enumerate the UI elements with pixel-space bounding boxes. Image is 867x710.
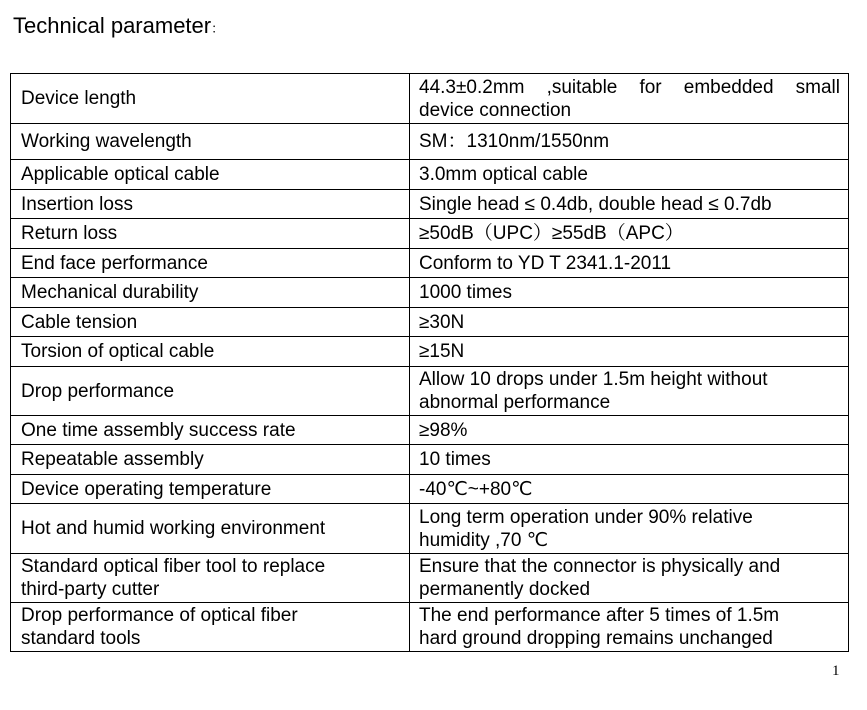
parameter-cell [11,308,410,337]
value-cell [410,554,849,603]
page-title [13,12,224,43]
value-line: humidity ,70 ℃ [419,529,549,551]
value-cell [410,278,849,308]
parameter-cell [11,416,410,445]
parameter-value: SM：1310nm/1550nm [419,131,610,152]
parameter-cell [11,160,410,190]
parameter-name: Device length [21,88,137,109]
parameter-value: ≥30N [419,311,465,333]
table-row [11,249,849,278]
parameter-name: Cable tension [21,311,138,333]
value-cell [410,603,849,652]
table-row [11,475,849,504]
parameter-cell [11,337,410,367]
table-row [11,367,849,416]
parameter-cell [11,367,410,416]
value-line: hard ground dropping remains unchanged [419,628,773,649]
parameter-value: ≥98% [419,419,468,441]
value-cell [410,190,849,219]
page-number: 1 [832,663,840,679]
value-cell [410,124,849,160]
parameter-cell [11,475,410,504]
value-line: abnormal performance [419,392,611,413]
value-line: 44.3±0.2mm ,suitable for embedded small [419,76,840,98]
parameter-value: ≥15N [419,341,465,362]
table-row [11,337,849,367]
table-row [11,603,849,652]
value-line: device connection [419,99,572,121]
value-cell [410,219,849,249]
parameter-value: ≥50dB（UPC）≥55dB（APC） [419,223,684,244]
table-row [11,278,849,308]
table-row [11,190,849,219]
value-cell [410,416,849,445]
value-cell [410,160,849,190]
value-cell [410,74,849,124]
parameter-value: 10 times [419,449,491,470]
parameter-cell [11,603,410,652]
parameter-name: Working wavelength [21,131,192,152]
value-line: Long term operation under 90% relative [419,506,753,528]
parameter-name: End face performance [21,252,208,274]
parameter-value: 1000 times [419,282,512,303]
parameter-name: Mechanical durability [21,282,199,303]
parameter-cell [11,554,410,603]
title-colon: ： [211,21,225,36]
table-row [11,445,849,475]
parameter-name: One time assembly success rate [21,419,296,441]
parameter-name: Drop performance [21,380,175,402]
parameter-cell [11,249,410,278]
parameter-cell [11,219,410,249]
parameter-name: Hot and humid working environment [21,518,326,539]
table-row [11,74,849,124]
value-cell [410,249,849,278]
table-row [11,554,849,603]
parameter-value: Conform to YD T 2341.1-2011 [419,252,672,274]
parameter-name: Insertion loss [21,193,133,215]
title-text: Technical parameter [13,13,212,38]
value-cell [410,337,849,367]
value-cell [410,504,849,554]
value-cell [410,475,849,504]
parameter-cell [11,190,410,219]
parameter-cell [11,278,410,308]
table-row [11,124,849,160]
table-row [11,504,849,554]
parameter-cell [11,504,410,554]
value-line: Allow 10 drops under 1.5m height without [419,369,768,390]
parameter-line: standard tools [21,628,141,649]
parameter-cell [11,74,410,124]
parameter-line: Standard optical fiber tool to replace [21,556,326,577]
parameter-value: Single head ≤ 0.4db, double head ≤ 0.7db [419,193,772,215]
technical-parameter-table [10,73,849,652]
table-row [11,160,849,190]
parameter-cell [11,124,410,160]
parameter-value: 3.0mm optical cable [419,164,588,185]
table-row [11,416,849,445]
value-line: permanently docked [419,579,591,600]
value-cell [410,308,849,337]
parameter-line: Drop performance of optical fiber [21,605,298,626]
value-cell [410,445,849,475]
value-cell [410,367,849,416]
parameter-name: Return loss [21,223,118,244]
table-row [11,308,849,337]
table-row [11,219,849,249]
parameter-cell [11,445,410,475]
parameter-line: third-party cutter [21,579,160,600]
parameter-name: Torsion of optical cable [21,341,215,362]
parameter-name: Repeatable assembly [21,449,204,470]
parameter-name: Device operating temperature [21,478,272,500]
value-line: Ensure that the connector is physically and [419,556,781,577]
value-line: The end performance after 5 times of 1.5m [419,605,780,626]
parameter-name: Applicable optical cable [21,164,220,185]
parameter-value: -40℃~+80℃ [419,478,533,500]
